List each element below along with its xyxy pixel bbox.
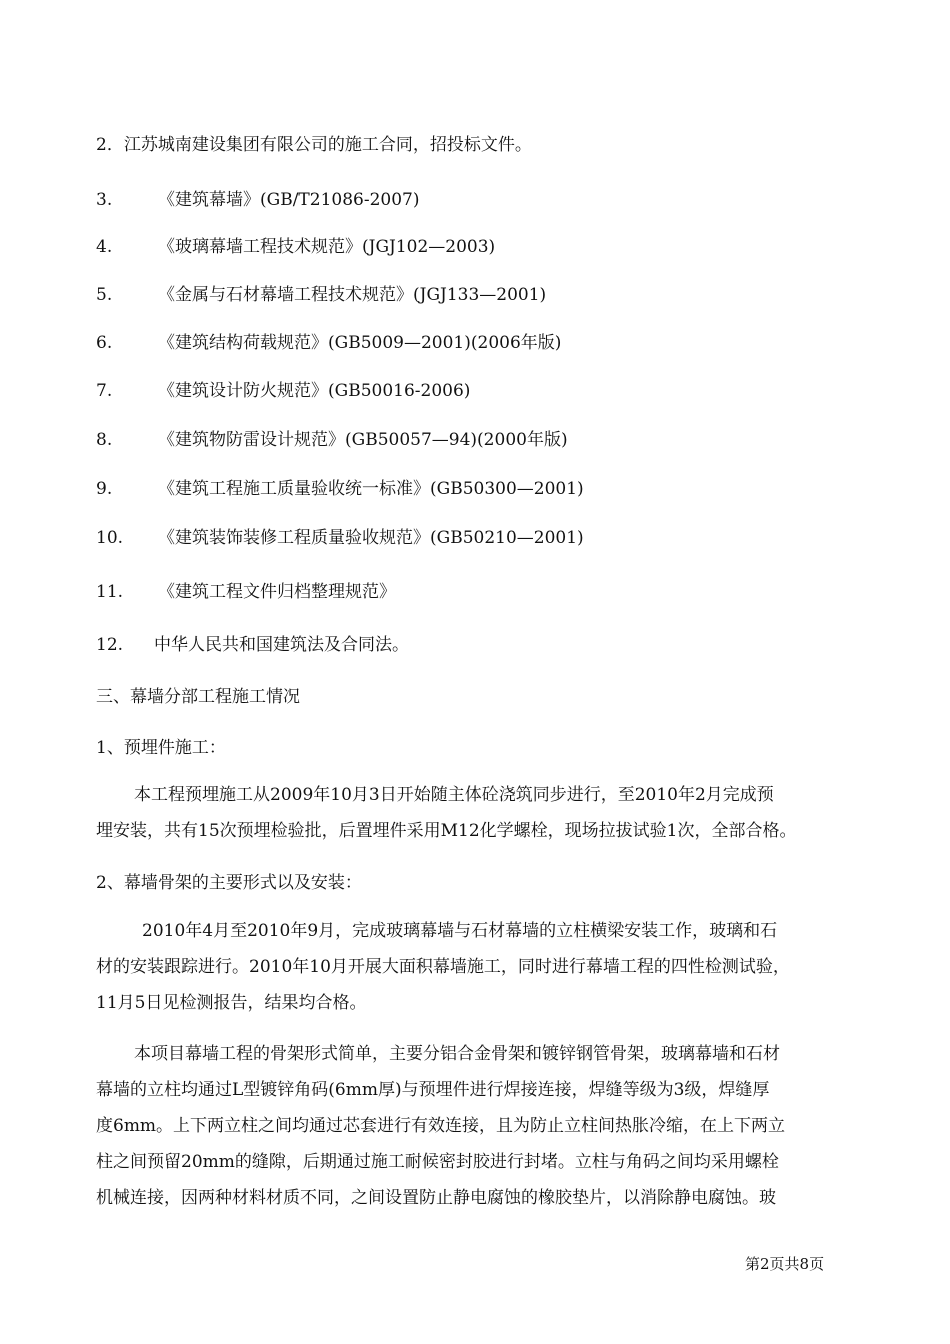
reference-title: 中华人民共和国建筑法及合同法。	[154, 635, 409, 655]
section-heading: 三、幕墙分部工程施工情况	[96, 687, 300, 707]
reference-title: 《建筑幕墙》(GB/T21086-2007)	[158, 190, 420, 210]
reference-item	[96, 284, 547, 306]
reference-title: 《玻璃幕墙工程技术规范》(JGJ102—2003)	[158, 237, 496, 257]
reference-number: 5.	[96, 285, 113, 305]
paragraph-embedded-parts	[96, 777, 886, 849]
reference-number: 11.	[96, 582, 124, 602]
paragraph-frame-schedule	[96, 913, 886, 1021]
page-number-footer: 第2页共8页	[745, 1255, 825, 1273]
reference-item	[96, 236, 496, 258]
paragraph-line: 度6mm。上下两立柱之间均通过芯套进行有效连接，且为防止立柱间热胀冷缩，在上下两立	[96, 1116, 786, 1136]
paragraph-line: 2010年4月至2010年9月，完成玻璃幕墙与石材幕墙的立柱横梁安装工作，玻璃和石	[142, 921, 778, 941]
paragraph-line: 幕墙的立柱均通过L型镀锌角码(6mm厚)与预埋件进行焊接连接，焊缝等级为3级，焊缝厚	[96, 1080, 770, 1100]
reference-title: 《金属与石材幕墙工程技术规范》(JGJ133—2001)	[158, 285, 547, 305]
paragraph-line: 埋安装，共有15次预埋检验批，后置埋件采用M12化学螺栓，现场拉拔试验1次，全部合格。	[96, 821, 797, 841]
paragraph-line: 柱之间预留20mm的缝隙，后期通过施工耐候密封胶进行封堵。立柱与角码之间均采用螺栓	[96, 1152, 779, 1172]
reference-number: 6.	[96, 333, 113, 353]
subsection-heading-frame: 2、幕墙骨架的主要形式以及安装：	[96, 873, 362, 893]
paragraph-line: 11月5日见检测报告，结果均合格。	[96, 993, 367, 1013]
reference-title: 《建筑结构荷载规范》(GB5009—2001)(2006年版)	[158, 333, 562, 353]
reference-title: 《建筑装饰装修工程质量验收规范》(GB50210—2001)	[158, 528, 584, 548]
reference-title: 《建筑设计防火规范》(GB50016-2006)	[158, 381, 471, 401]
intro-item: 2．江苏城南建设集团有限公司的施工合同，招投标文件。	[96, 135, 532, 155]
paragraph-line: 机械连接，因两种材料材质不同，之间设置防止静电腐蚀的橡胶垫片，以消除静电腐蚀。玻	[96, 1188, 776, 1208]
reference-number: 10.	[96, 528, 124, 548]
reference-item	[96, 429, 568, 451]
reference-item	[96, 527, 584, 549]
reference-item	[96, 332, 562, 354]
reference-number: 4.	[96, 237, 113, 257]
reference-title: 《建筑工程施工质量验收统一标准》(GB50300—2001)	[158, 479, 584, 499]
reference-number: 9.	[96, 479, 113, 499]
reference-number: 8.	[96, 430, 113, 450]
reference-item	[96, 634, 409, 656]
reference-item	[96, 478, 584, 500]
reference-item	[96, 581, 396, 603]
paragraph-line: 材的安装跟踪进行。2010年10月开展大面积幕墙施工，同时进行幕墙工程的四性检测试验，	[96, 957, 790, 977]
paragraph-line: 本工程预埋施工从2009年10月3日开始随主体砼浇筑同步进行，至2010年2月完成预	[134, 785, 774, 805]
reference-number: 3.	[96, 190, 113, 210]
reference-item	[96, 189, 420, 211]
reference-title: 《建筑工程文件归档整理规范》	[158, 582, 396, 602]
paragraph-line: 本项目幕墙工程的骨架形式简单，主要分铝合金骨架和镀锌钢管骨架，玻璃幕墙和石材	[134, 1044, 780, 1064]
subsection-heading-embedded-parts: 1、预埋件施工：	[96, 738, 226, 758]
reference-number: 12.	[96, 635, 124, 655]
paragraph-frame-form	[96, 1036, 886, 1216]
reference-item	[96, 380, 471, 402]
reference-title: 《建筑物防雷设计规范》(GB50057—94)(2000年版)	[158, 430, 568, 450]
reference-number: 7.	[96, 381, 113, 401]
